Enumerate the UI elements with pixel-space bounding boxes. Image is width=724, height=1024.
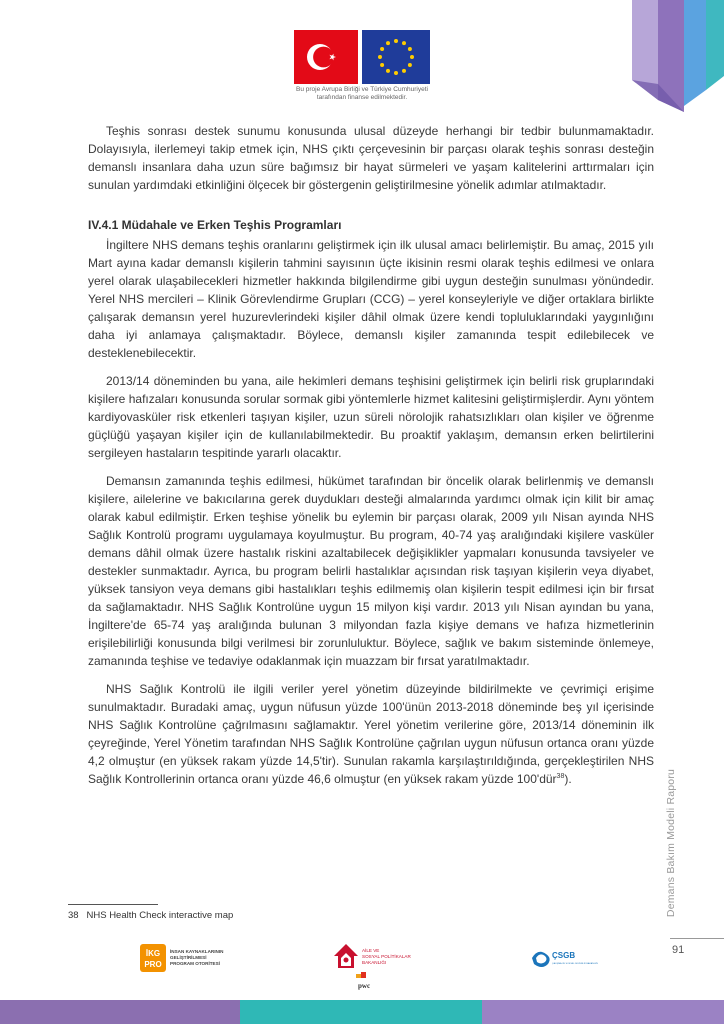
paragraph-3: 2013/14 döneminden bu yana, aile hekimleri demans teşhisini geliştirmek için belirli risk gruplarındaki kişilere hafızaları konusunda sorular sormak gibi yöntemlerle hizmet kalitesini geliştirmişlerdir. Aynı yöntem kardiyovasküler risk etkenleri taşıyan kişiler, uzun süreli nörolojik rahatsızlıkları olan kişiler ve öğrenme güçlüğü yaşayan kişiler için de kullanılabilmektedir. Bu proaktif yaklaşım, demansın erken belirtilerini sergileyen hastaların tespitinde yararlı olacaktır. xyxy=(88,374,654,460)
footnote-reference[interactable]: 38 xyxy=(556,773,565,780)
ikg-pro-logo xyxy=(140,944,240,972)
paragraph-5 xyxy=(88,680,654,788)
report-title: Demans Bakım Modeli Raporu xyxy=(665,768,677,918)
report-title-vertical xyxy=(664,760,678,926)
main-content xyxy=(88,118,654,798)
turkey-flag xyxy=(294,30,358,84)
wave-icon xyxy=(532,952,550,967)
bottom-bar-purple xyxy=(0,1000,240,1024)
pwc-logo xyxy=(356,972,370,990)
aile-text-3: BAKANLIĞI xyxy=(362,960,387,965)
paragraph-5-end: ). xyxy=(564,772,572,786)
project-flags xyxy=(294,30,430,84)
bottom-bar-violet xyxy=(482,1000,724,1024)
ikg-text-1: İNSAN KAYNAKLARININ xyxy=(170,949,224,954)
paragraph-2: İngiltere NHS demans teşhis oranlarını geliştirmek için ilk ulusal amacı belirlemiştir. Bu amaç, 2015 yılı Mart ayına kadar demanslı kişilerin tahmini sayısının üçte ikisinin resmi olarak teşhis edilmesi ve onlara yerel olarak ulaşabilecekleri hizmetler hakkında bilgilendirme gibi uygun desteğin sunulması yönündedir. Yerel NHS mercileri – Klinik Görevlendirme Grupları (CCG) – yerel konseyleriyle ve diğer ortaklara birlikte çalışarak demansın yerel huzurevlerindeki kişiler dâhil olmak üzere kendi topluluklarındaki yaygınlığını daha iyi anlamaya çalışmaktadır. Böylece, demanslı kişiler zamanında tespit edilebilecek ve desteklenebilecektir. xyxy=(88,238,654,360)
eu-flag xyxy=(362,30,430,84)
house-icon xyxy=(334,944,358,968)
ikg-text-2: GELİŞTİRİLMESİ xyxy=(170,955,207,960)
paragraph-5-text: NHS Sağlık Kontrolü ile ilgili veriler yerel yönetim düzeyinde bildirilmekte ve çevrimiçi erişime sunulmaktadır. Buradaki amaç, uygun nüfusun yüzde 100'ünün 2013-2018 döneminde beş yıl içerisinde NHS Sağlık Kontrolüne çağrılmasını sağlamaktır. Yerel yönetim verilerine göre, 2013/14 döneminin ilk çeyreğinde, Yerel Yönetim tarafından NHS Sağlık Kontrolüne çağrılan uygun nüfusun ortanca oranı yüzde 4,2 olmuştur (en yüksek rakam yüzde 14,5'tir). Sunulan rakamla karşılaştırıldığında, gerçekleştirilen NHS Sağlık Kontrollerinin ortanca oranı yüzde 46,6 olmuştur (en yüksek rakam yüzde 100'dür xyxy=(88,682,654,786)
aile-text-2: SOSYAL POLİTİKALAR xyxy=(362,954,411,959)
aile-text-1: AİLE VE xyxy=(362,948,380,953)
csgb-text: ÇALIŞMA VE SOSYAL GÜVENLİK BAKANLIĞI xyxy=(552,963,598,965)
aile-ministry-logo xyxy=(330,940,411,992)
footnote-number: 38 xyxy=(68,910,79,921)
footnote-text: NHS Health Check interactive map xyxy=(86,910,234,921)
ikg-text-3: PROGRAM OTORİTESİ xyxy=(170,961,220,966)
footnote-divider xyxy=(68,904,158,905)
page-number-divider xyxy=(670,938,724,939)
corner-decoration xyxy=(614,0,724,110)
csgb-mark: ÇSGB xyxy=(552,951,576,960)
ikg-mark-top: İKG xyxy=(145,949,161,958)
pwc-text: pwc xyxy=(358,982,371,990)
funding-caption-line1: Bu proje Avrupa Birliği ve Türkiye Cumhuriyeti xyxy=(296,86,428,93)
paragraph-4: Demansın zamanında teşhis edilmesi, hükümet tarafından bir öncelik olarak belirlenmiş ve demanslı kişilere, ailelerine ve bakıcılarına gerek duydukları desteği almalarında yardımcı olmak için kilit bir amaç olarak kabul edilmiştir. Erken teşhise yönelik bu eylemin bir parçası olarak, 2009 yılı Nisan ayında NHS Sağlık Kontrolü programı uygulamaya koyulmuştur. Bu program, 40-74 yaş aralığındaki kişilere vasküler demans dâhil olmak üzere hastalık riskini azaltabilecek değişiklikler yapmaları konusunda tavsiyeler ve destekler sunmaktadır. Ayrıca, bu program belirli hastalıklar açısından risk taşıyan kişilerin veya diyabet, yüksek tansiyon veya demans gibi hastalıkları teşhis edilmemiş olan kişilerin tespit edilmesi için bir fırsat da sağlamaktadır. NHS Sağlık Kontrolüne uygun 15 milyon kişi vardır. 2013 yılı Nisan ayından bu yana, İngiltere'de 65-74 yaş aralığında bulunan 3 milyondan fazla kişiye demans ve hafıza hizmetlerinin erişilebilirliği konusunda bilgi verilmesi bir zorunluluktur. Böylece, sağlık ve bakım sisteminde önlemeye, zamanında teşhise ve tedaviye odaklanmak için muazzam bir fırsat yaratılmaktadır. xyxy=(88,474,654,668)
csgb-logo xyxy=(530,944,598,972)
bottom-bar-teal xyxy=(240,1000,482,1024)
paragraph-1: Teşhis sonrası destek sunumu konusunda ulusal düzeyde herhangi bir tedbir bulunmamaktadır. Dolayısıyla, ilerlemeyi takip etmek için, NHS çıktı çerçevesinin bir parçası olarak teşhis sonrası desteğin demanslı insanlara daha uzun süre bağımsız bir hayat sürmeleri ve yaşam kalitelerini arttırmaları için sunulan yardımdaki etkinliğini ölçecek bir göstergenin geliştirilmesine yönelik adımlar atılmaktadır. xyxy=(88,124,654,192)
section-heading: IV.4.1 Müdahale ve Erken Teşhis Programları xyxy=(88,218,342,232)
funding-caption xyxy=(270,86,454,102)
funding-caption-line2: tarafından finanse edilmektedir. xyxy=(316,94,408,101)
page-number: 91 xyxy=(672,944,685,956)
footnote xyxy=(68,910,233,921)
ikg-mark-bottom: PRO xyxy=(144,960,162,969)
